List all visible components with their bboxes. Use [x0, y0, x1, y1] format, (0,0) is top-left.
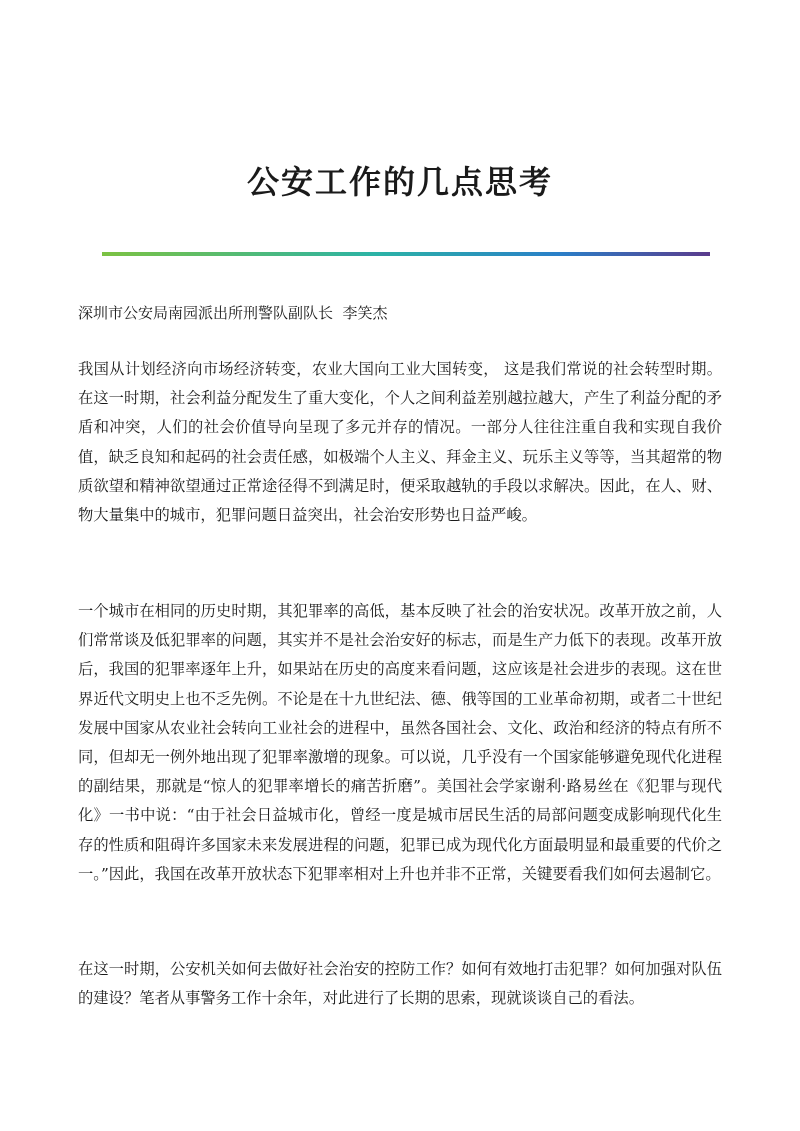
author-line: 深圳市公安局南园派出所刑警队副队长 李笑杰 — [78, 304, 388, 322]
body-paragraph-2: 一个城市在相同的历史时期，其犯罪率的高低，基本反映了社会的治安状况。改革开放之前，人们常常谈及低犯罪率的问题，其实并不是社会治安好的标志，而是生产力低下的表现。改革开放后，我国的犯罪率逐年上升，如果站在历史的高度来看问题，这应该是社会进步的表现。这在世界近代文明史上也不乏先例。不论是在十九世纪法、德、俄等国的工业革命初期，或者二十世纪发展中国家从农业社会转向工业社会的进程中，虽然各国社会、文化、政治和经济的特点有所不同，但却无一例外地出现了犯罪率激增的现象。可以说，几乎没有一个国家能够避免现代化进程的副结果，那就是“惊人的犯罪率增长的痛苦折磨”。美国社会学家谢利·路易丝在《犯罪与现代化》一书中说：“由于社会日益城市化，曾经一度是城市居民生活的局部问题变成影响现代化生存的性质和阻碍许多国家未来发展进程的问题，犯罪已成为现代化方面最明显和最重要的代价之一。”因此，我国在改革开放状态下犯罪率相对上升也并非不正常，关键要看我们如何去遏制它。 — [78, 602, 722, 883]
page-title: 公安工作的几点思考 — [246, 163, 553, 201]
body-paragraph-3: 在这一时期，公安机关如何去做好社会治安的控防工作？如何有效地打击犯罪？如何加强对队伍的建设？笔者从事警务工作十余年，对此进行了长期的思索，现就谈谈自己的看法。 — [78, 960, 722, 1008]
body-paragraph-1: 我国从计划经济向市场经济转变，农业大国向工业大国转变， 这是我们常说的社会转型时期。在这一时期，社会利益分配发生了重大变化，个人之间利益差别越拉越大，产生了利益分配的矛盾和冲突，人们的社会价值导向呈现了多元并存的情况。一部分人往往注重自我和实现自我价值，缺乏良知和起码的社会责任感，如极端个人主义、拜金主义、玩乐主义等等，当其超常的物质欲望和精神欲望通过正常途径得不到满足时，便采取越轨的手段以求解决。因此，在人、财、物大量集中的城市，犯罪问题日益突出，社会治安形势也日益严峻。 — [78, 360, 722, 525]
title-divider — [102, 252, 710, 256]
